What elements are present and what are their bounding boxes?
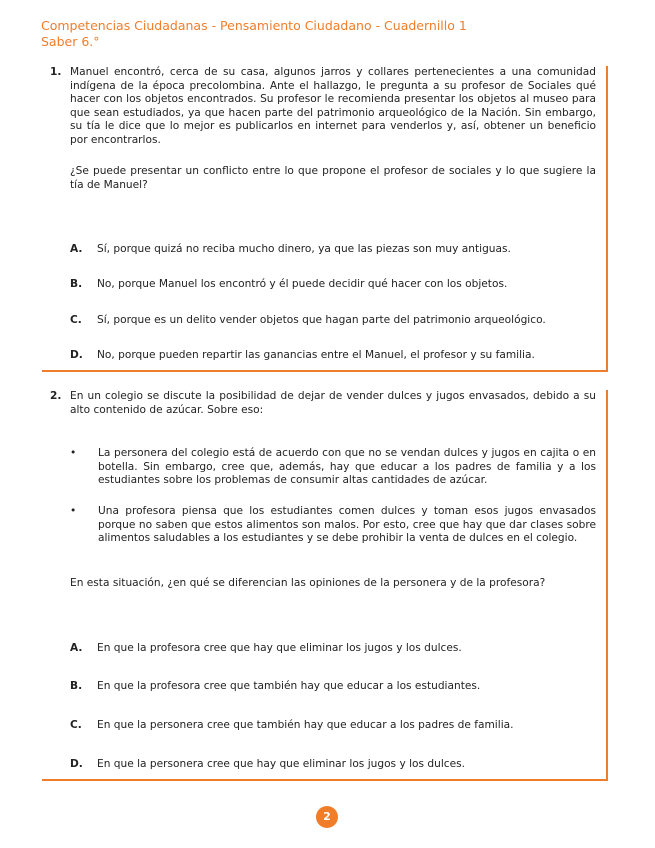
- option-text: En que la personera cree que también hay que educar a los padres de familia.: [97, 719, 514, 731]
- option-text: Sí, porque es un delito vender objetos que hagan parte del patrimonio arqueológico.: [97, 314, 546, 326]
- question-1: [50, 66, 608, 372]
- option-letter: B.: [70, 278, 83, 290]
- option-text: Sí, porque quizá no reciba mucho dinero, ya que las piezas son muy antiguas.: [97, 243, 511, 255]
- question-2-frame-bottom: [42, 779, 608, 781]
- bullet-icon: •: [70, 505, 77, 517]
- question-2-option-a[interactable]: [70, 642, 596, 656]
- question-2: [50, 390, 608, 781]
- question-2-prompt: En esta situación, ¿en qué se diferencian las opiniones de la personera y de la profesora?: [70, 577, 546, 589]
- option-text: En que la profesora cree que hay que eliminar los jugos y los dulces.: [97, 642, 462, 654]
- header-title: Competencias Ciudadanas - Pensamiento Ciudadano - Cuadernillo 1: [41, 18, 467, 33]
- option-letter: B.: [70, 680, 83, 692]
- question-1-option-d[interactable]: [70, 349, 596, 363]
- option-letter: C.: [70, 719, 82, 731]
- option-letter: D.: [70, 349, 83, 361]
- bullet-text: La personera del colegio está de acuerdo con que no se vendan dulces y jugos en cajita o en botella. Sin embargo, cree que, además, hay que educar a los padres de familia y a los estudiantes sobre los problemas de consumir altas cantidades de azúcar.: [98, 447, 596, 487]
- question-2-stem: En un colegio se discute la posibilidad de dejar de vender dulces y jugos envasados, debido a su alto contenido de azúcar. Sobre eso:: [70, 390, 596, 416]
- page-header: [41, 18, 467, 50]
- option-letter: D.: [70, 758, 83, 770]
- page-number-badge: 2: [316, 806, 338, 828]
- question-1-frame-bottom: [42, 370, 608, 372]
- question-1-prompt: ¿Se puede presentar un conflicto entre lo que propone el profesor de sociales y lo que sugiere la tía de Manuel?: [70, 165, 596, 191]
- question-1-option-a[interactable]: [70, 243, 596, 257]
- bullet-icon: •: [70, 447, 77, 459]
- question-1-number: 1.: [50, 66, 62, 78]
- question-1-option-b[interactable]: [70, 278, 596, 292]
- option-text: No, porque Manuel los encontró y él puede decidir qué hacer con los objetos.: [97, 278, 508, 290]
- question-2-option-b[interactable]: [70, 680, 596, 694]
- question-1-option-c[interactable]: [70, 314, 596, 328]
- option-text: En que la personera cree que hay que eliminar los jugos y los dulces.: [97, 758, 466, 770]
- question-2-option-c[interactable]: [70, 719, 596, 733]
- question-1-frame-right: [606, 66, 608, 372]
- option-letter: A.: [70, 243, 83, 255]
- option-letter: C.: [70, 314, 82, 326]
- question-2-option-d[interactable]: [70, 758, 596, 772]
- option-text: No, porque pueden repartir las ganancias entre el Manuel, el profesor y su familia.: [97, 349, 535, 361]
- option-letter: A.: [70, 642, 83, 654]
- bullet-text: Una profesora piensa que los estudiantes comen dulces y toman esos jugos envasados porque no saben que estos alimentos son malos. Por esto, cree que hay que dar clases sobre alimentos saludables a los estudiantes y se debe prohibir la venta de dulces en el colegio.: [98, 505, 596, 545]
- option-text: En que la profesora cree que también hay que educar a los estudiantes.: [97, 680, 481, 692]
- question-2-frame-right: [606, 390, 608, 781]
- header-subtitle: Saber 6.°: [41, 34, 100, 49]
- question-2-number: 2.: [50, 390, 62, 402]
- question-1-stem: Manuel encontró, cerca de su casa, algunos jarros y collares pertenecientes a una comunidad indígena de la época precolombina. Ante el hallazgo, le pregunta a su profesor de Sociales qué hacer con los objetos encontrados. Su profesor le recomienda presentar los objetos al museo para que sean estudiados, ya que hacen parte del patrimonio arqueológico de la Nación. Sin embargo, su tía le dice que lo mejor es publicarlos en internet para venderlos y, así, obtener un beneficio por encontrarlos.: [70, 66, 596, 146]
